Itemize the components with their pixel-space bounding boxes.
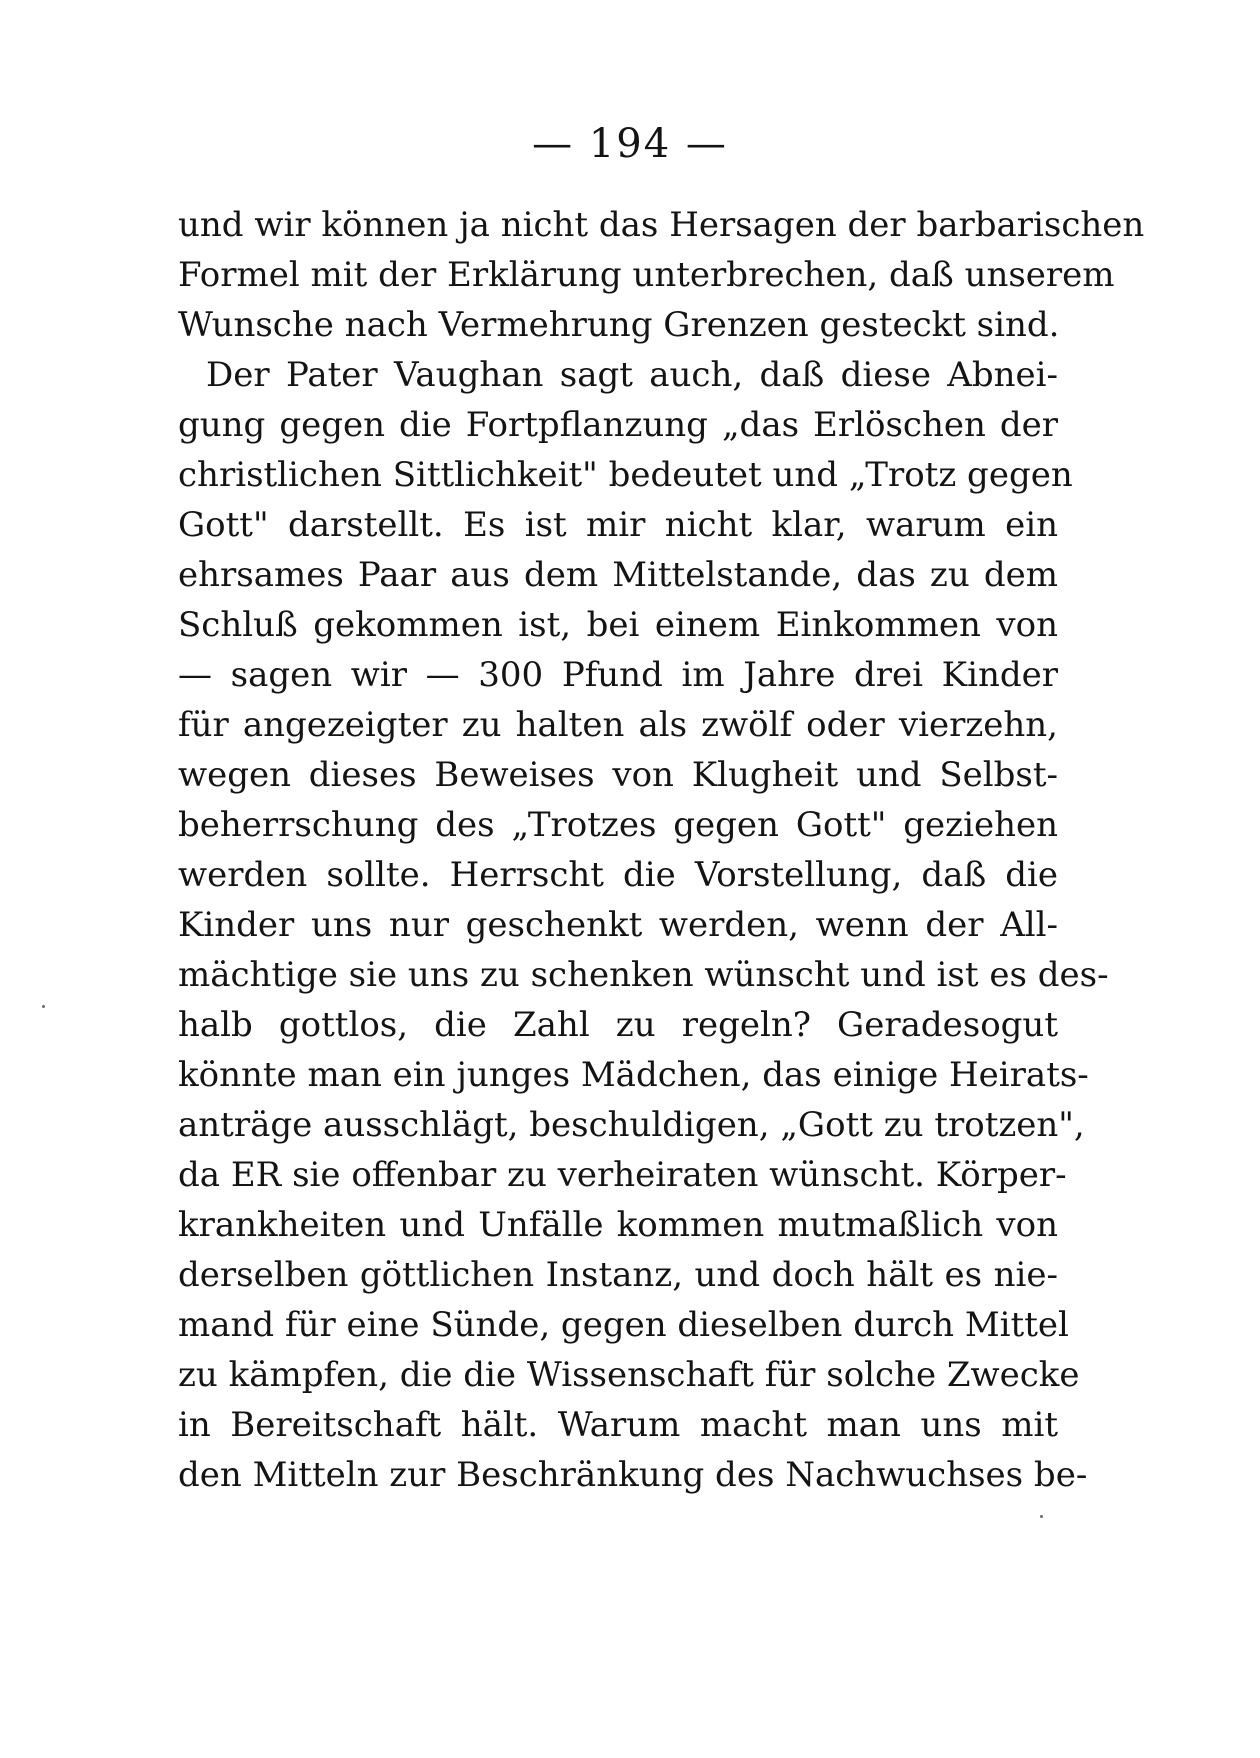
text-line: Der Pater Vaughan sagt auch, daß diese Abnei-	[206, 355, 1058, 395]
paper-speck	[1040, 1515, 1043, 1518]
text-line: beherrschung des „Trotzes gegen Gott" geziehen	[178, 805, 1058, 845]
text-line: Schluß gekommen ist, bei einem Einkommen von	[178, 605, 1058, 645]
text-line: Wunsche nach Vermehrung Grenzen gesteckt sind.	[178, 305, 1060, 345]
text-line: und wir können ja nicht das Hersagen der barbarischen	[178, 205, 1145, 245]
text-line: — sagen wir — 300 Pfund im Jahre drei Kinder	[178, 655, 1058, 695]
text-line: mächtige sie uns zu schenken wünscht und ist es des-	[178, 955, 1109, 995]
page-number: — 194 —	[532, 121, 728, 167]
text-line: ehrsames Paar aus dem Mittelstande, das zu dem	[178, 555, 1058, 595]
text-line: in Bereitschaft hält. Warum macht man uns mit	[178, 1405, 1058, 1445]
text-line: zu kämpfen, die die Wissenschaft für solche Zwecke	[178, 1355, 1080, 1395]
text-line: könnte man ein junges Mädchen, das einige Heirats-	[178, 1055, 1089, 1095]
text-line: christlichen Sittlichkeit" bedeutet und „Trotz gegen	[178, 455, 1073, 495]
paper-speck	[42, 1005, 45, 1008]
text-line: den Mitteln zur Beschränkung des Nachwuchses be-	[178, 1455, 1088, 1495]
text-line: anträge ausschlägt, beschuldigen, „Gott zu trotzen",	[178, 1105, 1085, 1145]
text-line: Gott" darstellt. Es ist mir nicht klar, warum ein	[178, 505, 1058, 545]
body-text	[178, 200, 1145, 1500]
text-line: für angezeigter zu halten als zwölf oder vierzehn,	[178, 705, 1058, 745]
text-line: wegen dieses Beweises von Klugheit und Selbst-	[178, 755, 1058, 795]
text-line: halb gottlos, die Zahl zu regeln? Geradesogut	[178, 1005, 1058, 1045]
text-line: werden sollte. Herrscht die Vorstellung, daß die	[178, 855, 1058, 895]
text-line: gung gegen die Fortpflanzung „das Erlöschen der	[178, 405, 1058, 445]
text-line: krankheiten und Unfälle kommen mutmaßlich von	[178, 1205, 1058, 1245]
text-line: derselben göttlichen Instanz, und doch hält es nie-	[178, 1255, 1058, 1295]
text-line: Formel mit der Erklärung unterbrechen, daß unserem	[178, 255, 1115, 295]
text-line: da ER sie offenbar zu verheiraten wünscht. Körper-	[178, 1155, 1067, 1195]
text-line: Kinder uns nur geschenkt werden, wenn der All-	[178, 905, 1058, 945]
text-line: mand für eine Sünde, gegen dieselben durch Mittel	[178, 1305, 1069, 1345]
